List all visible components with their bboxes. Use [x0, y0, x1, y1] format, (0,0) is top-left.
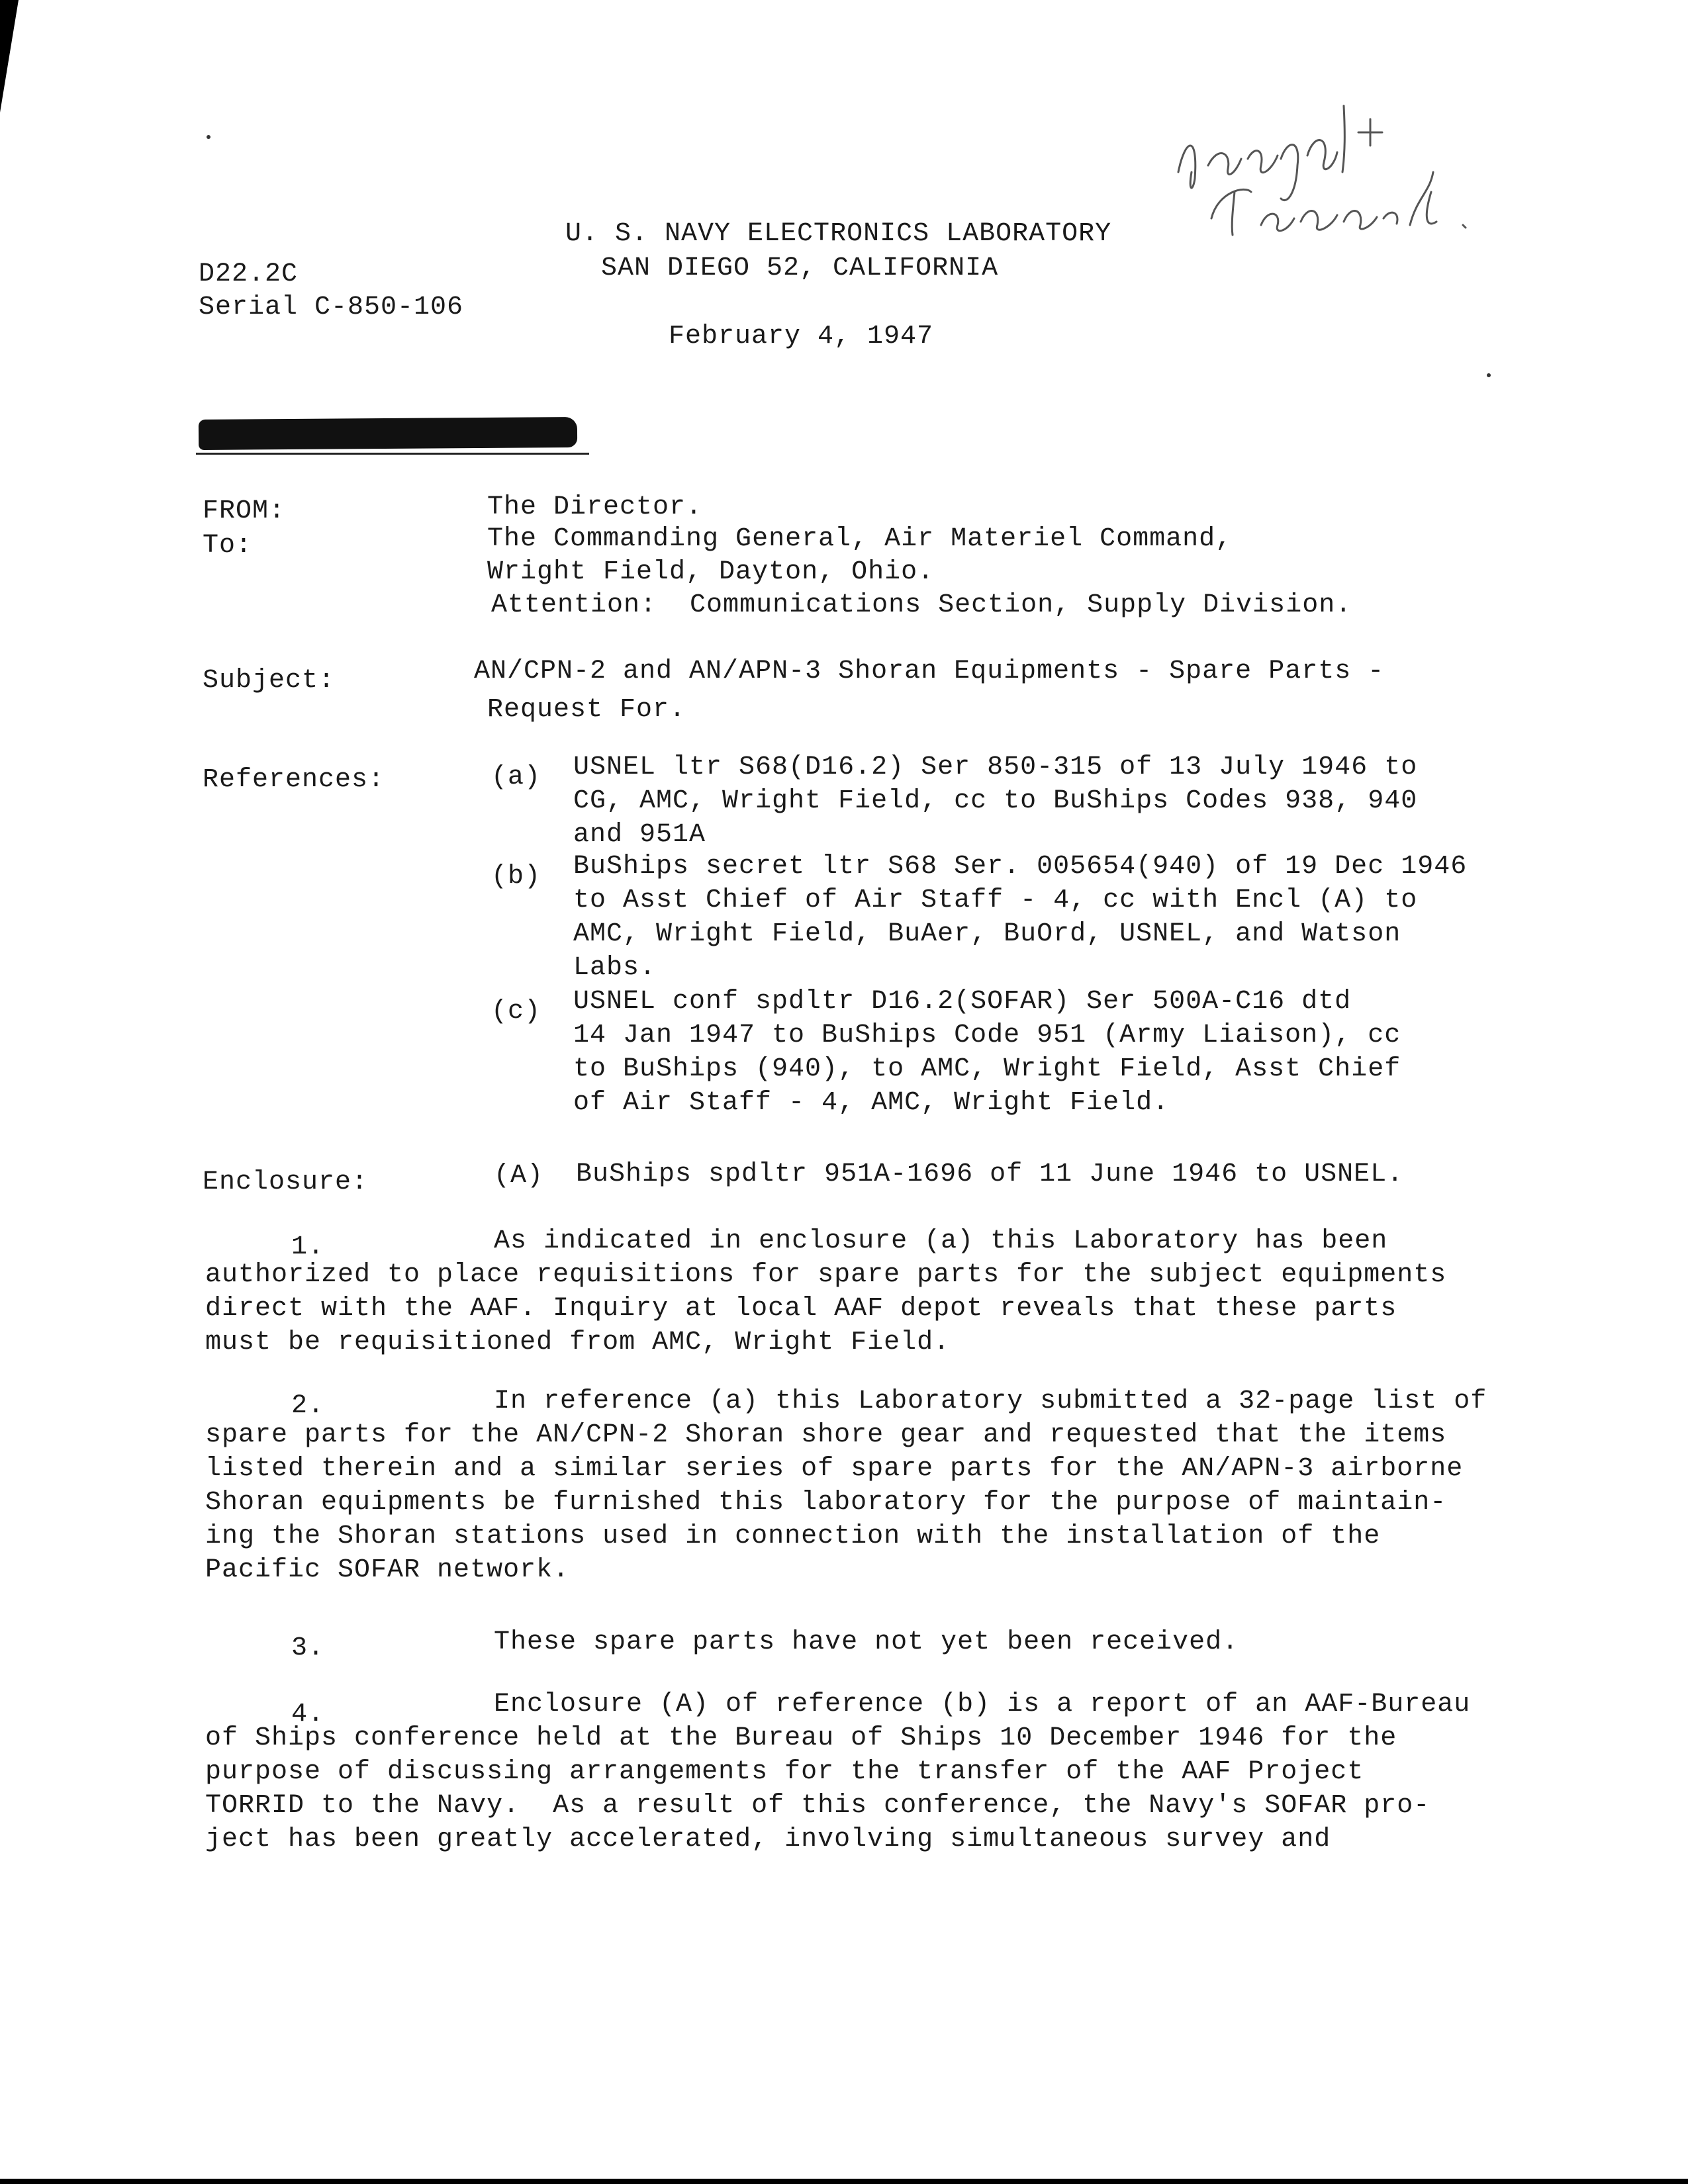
references-label: References: [203, 765, 385, 795]
reference-line: 14 Jan 1947 to BuShips Code 951 (Army Liaison), cc [573, 1021, 1401, 1050]
scan-speck [207, 135, 211, 139]
paragraph-line: Shoran equipments be furnished this laboratory for the purpose of maintain- [205, 1488, 1447, 1518]
reference-line: CG, AMC, Wright Field, cc to BuShips Codes 938, 940 [573, 786, 1418, 816]
subject-label: Subject: [203, 666, 336, 696]
paragraph-line: ing the Shoran stations used in connection with the installation of the [205, 1522, 1381, 1551]
letter-date: February 4, 1947 [669, 322, 934, 351]
reference-marker-a: (a) [491, 762, 541, 792]
paragraph-line: TORRID to the Navy. As a result of this conference, the Navy's SOFAR pro- [205, 1791, 1430, 1821]
paragraph-line: listed therein and a similar series of spare parts for the AN/APN-3 airborne [205, 1454, 1464, 1484]
from-label: FROM: [203, 496, 286, 526]
subject-line-2: Request For. [487, 695, 686, 725]
scan-speck [1487, 373, 1491, 377]
reference-a [573, 751, 1417, 852]
enclosure-text: BuShips spdltr 951A-1696 of 11 June 1946 to USNEL. [576, 1160, 1404, 1189]
paragraph-line: Enclosure (A) of reference (b) is a report of an AAF-Bureau [494, 1690, 1471, 1719]
enclosure-label: Enclosure: [203, 1167, 369, 1197]
to-line-2: Wright Field, Dayton, Ohio. [487, 557, 935, 587]
attention-line: Attention: Communications Section, Supply Division. [491, 590, 1352, 620]
paragraph-line: ject has been greatly accelerated, involving simultaneous survey and [205, 1825, 1331, 1854]
paragraph-3 [205, 1625, 1516, 1659]
reference-line: USNEL conf spdltr D16.2(SOFAR) Ser 500A-C16 dtd [573, 987, 1352, 1017]
paragraph-line: direct with the AAF. Inquiry at local AAF depot reveals that these parts [205, 1294, 1397, 1324]
reference-line: USNEL ltr S68(D16.2) Ser 850-315 of 13 July 1946 to [573, 752, 1418, 782]
paragraph-number-3: 3. [291, 1633, 325, 1663]
reference-line: BuShips secret ltr S68 Ser. 005654(940) of 19 Dec 1946 [573, 852, 1468, 882]
paragraph-line: As indicated in enclosure (a) this Laboratory has been [494, 1226, 1388, 1256]
enclosure-marker: (A) [494, 1161, 544, 1191]
reference-line: of Air Staff - 4, AMC, Wright Field. [573, 1088, 1170, 1118]
redaction-bar [199, 417, 577, 450]
paragraph-line: of Ships conference held at the Bureau of Ships 10 December 1946 for the [205, 1723, 1397, 1753]
to-label: To: [203, 531, 253, 561]
org-name: U. S. NAVY ELECTRONICS LABORATORY [565, 219, 1112, 249]
serial-number: Serial C-850-106 [199, 293, 464, 322]
paragraph-number-1: 1. [291, 1232, 325, 1262]
reference-line: Labs. [573, 953, 657, 983]
paragraph-number-4: 4. [291, 1700, 325, 1729]
reference-marker-c: (c) [491, 997, 541, 1026]
file-code: D22.2C [199, 259, 299, 289]
paragraph-line: purpose of discussing arrangements for the transfer of the AAF Project [205, 1757, 1364, 1787]
paragraph-4 [205, 1688, 1516, 1856]
to-line-1: The Commanding General, Air Materiel Command, [487, 524, 1233, 554]
scan-bottom-edge [0, 2179, 1688, 2184]
paragraph-line: Pacific SOFAR network. [205, 1555, 570, 1585]
paragraph-2 [205, 1385, 1516, 1587]
paragraph-number-2: 2. [291, 1391, 325, 1421]
reference-line: and 951A [573, 820, 706, 850]
paragraph-line: must be requisitioned from AMC, Wright Field. [205, 1328, 951, 1357]
subject-line-1: AN/CPN-2 and AN/APN-3 Shoran Equipments - Spare Parts - [474, 657, 1385, 686]
reference-marker-b: (b) [491, 862, 541, 891]
paragraph-1 [205, 1224, 1516, 1359]
reference-line: to BuShips (940), to AMC, Wright Field, Asst Chief [573, 1054, 1401, 1084]
reference-c [573, 985, 1401, 1120]
paragraph-line: In reference (a) this Laboratory submitted a 32-page list of [494, 1387, 1487, 1416]
scan-corner-mark [0, 0, 19, 113]
paragraph-line: spare parts for the AN/CPN-2 Shoran shore gear and requested that the items [205, 1420, 1447, 1450]
org-address: SAN DIEGO 52, CALIFORNIA [601, 253, 999, 283]
reference-line: to Asst Chief of Air Staff - 4, cc with Encl (A) to [573, 886, 1418, 915]
classification-underline [196, 453, 589, 455]
paragraph-line: authorized to place requisitions for spare parts for the subject equipments [205, 1260, 1447, 1290]
paragraph-line: These spare parts have not yet been received. [494, 1627, 1239, 1657]
reference-line: AMC, Wright Field, BuAer, BuOrd, USNEL, and Watson [573, 919, 1401, 949]
handwritten-annotation [1172, 93, 1489, 265]
reference-b [573, 850, 1467, 985]
from-value: The Director. [487, 492, 703, 522]
